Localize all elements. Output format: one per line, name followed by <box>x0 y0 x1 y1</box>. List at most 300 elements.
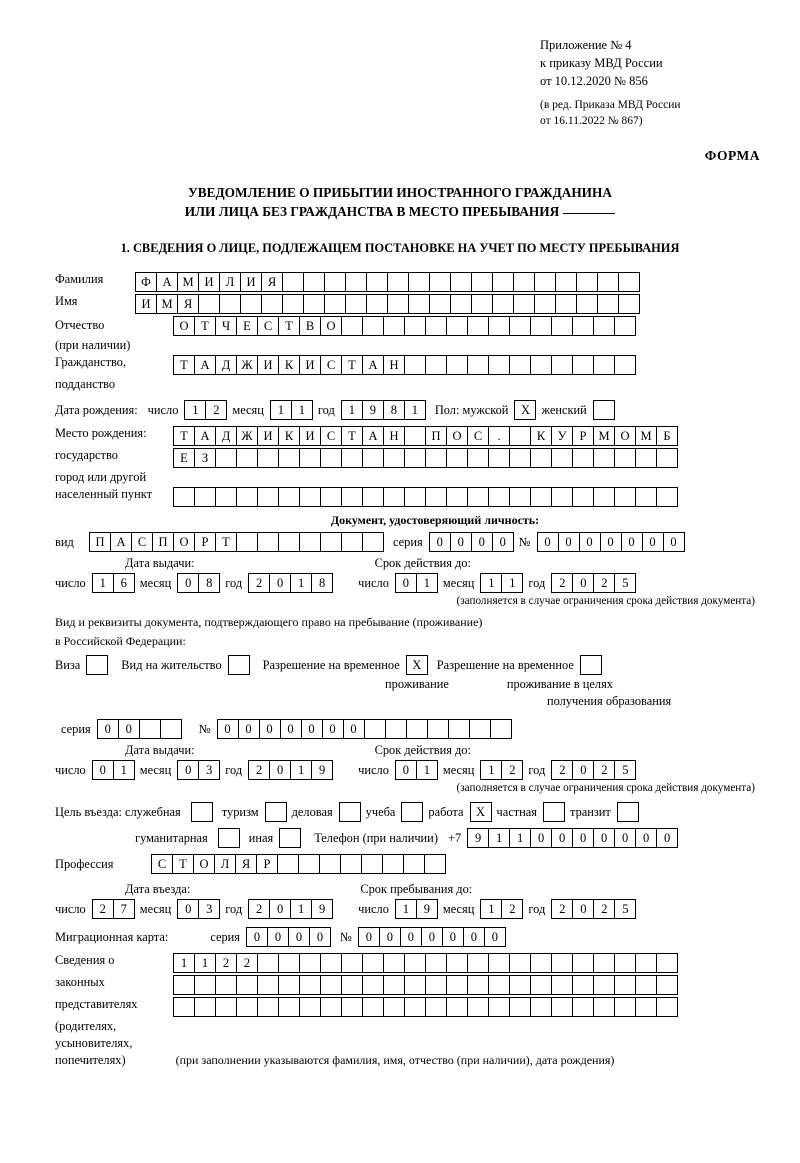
purpose-business-checkbox[interactable] <box>339 802 360 822</box>
form-cell[interactable] <box>490 719 512 739</box>
form-cell[interactable] <box>383 975 405 995</box>
form-cell[interactable] <box>215 448 237 468</box>
purpose-study-checkbox[interactable] <box>401 802 422 822</box>
form-cell[interactable]: 0 <box>259 719 281 739</box>
form-cell[interactable] <box>383 448 405 468</box>
form-cell[interactable]: 0 <box>551 828 573 848</box>
form-cell[interactable] <box>139 719 161 739</box>
form-cell[interactable]: И <box>240 272 262 292</box>
form-cell[interactable]: Т <box>172 854 194 874</box>
stay-series-input[interactable] <box>97 719 181 739</box>
form-cell[interactable] <box>593 400 615 420</box>
form-cell[interactable]: Р <box>572 426 594 446</box>
doc-valid-month-input[interactable] <box>480 573 522 593</box>
form-cell[interactable] <box>593 448 615 468</box>
form-cell[interactable]: Х <box>514 400 536 420</box>
form-cell[interactable] <box>362 997 384 1017</box>
form-cell[interactable] <box>282 294 304 314</box>
form-cell[interactable] <box>299 487 321 507</box>
purpose-service-checkbox[interactable] <box>191 802 212 822</box>
form-cell[interactable]: 1 <box>395 899 417 919</box>
form-cell[interactable] <box>580 655 602 675</box>
sex-male-checkbox[interactable] <box>514 400 535 420</box>
form-cell[interactable]: 5 <box>614 899 636 919</box>
form-cell[interactable] <box>551 953 573 973</box>
form-cell[interactable] <box>555 272 577 292</box>
form-cell[interactable] <box>448 719 470 739</box>
form-cell[interactable] <box>467 975 489 995</box>
form-cell[interactable]: Д <box>215 355 237 375</box>
form-cell[interactable]: 3 <box>198 899 220 919</box>
form-cell[interactable] <box>324 272 346 292</box>
form-cell[interactable] <box>429 272 451 292</box>
form-cell[interactable] <box>593 316 615 336</box>
form-cell[interactable] <box>551 355 573 375</box>
form-cell[interactable] <box>236 487 258 507</box>
form-cell[interactable]: Я <box>235 854 257 874</box>
form-cell[interactable] <box>492 272 514 292</box>
form-cell[interactable] <box>366 294 388 314</box>
form-cell[interactable]: 0 <box>421 927 443 947</box>
form-cell[interactable] <box>299 532 321 552</box>
form-cell[interactable] <box>509 953 531 973</box>
form-cell[interactable]: 0 <box>217 719 239 739</box>
form-cell[interactable] <box>467 355 489 375</box>
form-cell[interactable] <box>362 448 384 468</box>
entry-month-input[interactable] <box>177 899 219 919</box>
form-cell[interactable]: 1 <box>404 400 426 420</box>
form-cell[interactable]: 0 <box>400 927 422 947</box>
form-cell[interactable] <box>86 655 108 675</box>
form-cell[interactable]: 2 <box>248 573 270 593</box>
form-cell[interactable]: С <box>257 316 279 336</box>
form-cell[interactable] <box>366 272 388 292</box>
form-cell[interactable] <box>492 294 514 314</box>
form-cell[interactable]: 0 <box>238 719 260 739</box>
form-cell[interactable]: 2 <box>205 400 227 420</box>
form-cell[interactable]: Я <box>261 272 283 292</box>
form-cell[interactable] <box>408 272 430 292</box>
form-cell[interactable]: 5 <box>614 760 636 780</box>
form-cell[interactable] <box>617 802 639 822</box>
form-cell[interactable]: 0 <box>579 532 601 552</box>
form-cell[interactable]: О <box>173 316 195 336</box>
form-cell[interactable]: 0 <box>269 573 291 593</box>
form-cell[interactable] <box>341 953 363 973</box>
form-cell[interactable]: 0 <box>471 532 493 552</box>
form-cell[interactable]: О <box>173 532 195 552</box>
form-cell[interactable] <box>277 854 299 874</box>
form-cell[interactable]: Ж <box>236 426 258 446</box>
form-cell[interactable]: З <box>194 448 216 468</box>
form-cell[interactable] <box>446 316 468 336</box>
form-cell[interactable]: С <box>320 426 342 446</box>
form-cell[interactable] <box>425 487 447 507</box>
stay-valid-month-input[interactable] <box>480 760 522 780</box>
form-cell[interactable]: 0 <box>395 760 417 780</box>
form-cell[interactable] <box>320 975 342 995</box>
form-cell[interactable]: 1 <box>501 573 523 593</box>
stay-issue-day-input[interactable] <box>92 760 134 780</box>
form-cell[interactable]: А <box>156 272 178 292</box>
form-cell[interactable] <box>618 294 640 314</box>
form-cell[interactable] <box>467 953 489 973</box>
form-cell[interactable] <box>240 294 262 314</box>
form-cell[interactable] <box>513 294 535 314</box>
form-cell[interactable] <box>488 487 510 507</box>
form-cell[interactable] <box>299 975 321 995</box>
form-cell[interactable]: 0 <box>663 532 685 552</box>
form-cell[interactable]: . <box>488 426 510 446</box>
form-cell[interactable] <box>385 719 407 739</box>
form-cell[interactable]: Е <box>173 448 195 468</box>
form-cell[interactable] <box>173 975 195 995</box>
form-cell[interactable]: 1 <box>291 400 313 420</box>
form-cell[interactable] <box>509 448 531 468</box>
form-cell[interactable] <box>425 316 447 336</box>
form-cell[interactable] <box>467 997 489 1017</box>
entry-year-input[interactable] <box>248 899 332 919</box>
form-cell[interactable] <box>551 997 573 1017</box>
form-cell[interactable] <box>404 426 426 446</box>
residence-permit-checkbox[interactable] <box>228 655 249 675</box>
form-cell[interactable]: Т <box>278 316 300 336</box>
form-cell[interactable] <box>488 997 510 1017</box>
stayto-day-input[interactable] <box>395 899 437 919</box>
form-cell[interactable] <box>387 272 409 292</box>
form-cell[interactable]: 1 <box>92 573 114 593</box>
doc-valid-day-input[interactable] <box>395 573 437 593</box>
form-cell[interactable]: С <box>151 854 173 874</box>
form-cell[interactable]: Т <box>173 355 195 375</box>
form-cell[interactable] <box>530 953 552 973</box>
form-cell[interactable]: 0 <box>600 532 622 552</box>
stay-valid-year-input[interactable] <box>551 760 635 780</box>
form-cell[interactable]: 0 <box>530 828 552 848</box>
form-cell[interactable] <box>362 487 384 507</box>
edu-residence-checkbox[interactable] <box>580 655 601 675</box>
form-cell[interactable] <box>257 997 279 1017</box>
form-cell[interactable]: 1 <box>480 760 502 780</box>
form-cell[interactable]: Ж <box>236 355 258 375</box>
form-cell[interactable] <box>278 448 300 468</box>
surname-input[interactable] <box>135 272 639 292</box>
form-cell[interactable]: 0 <box>572 573 594 593</box>
mc-series-input[interactable] <box>246 927 330 947</box>
form-cell[interactable]: 0 <box>442 927 464 947</box>
form-cell[interactable] <box>471 272 493 292</box>
form-cell[interactable] <box>425 953 447 973</box>
form-cell[interactable] <box>324 294 346 314</box>
form-cell[interactable] <box>656 953 678 973</box>
form-cell[interactable] <box>635 997 657 1017</box>
form-cell[interactable] <box>424 854 446 874</box>
form-cell[interactable]: 0 <box>301 719 323 739</box>
form-cell[interactable]: 2 <box>248 899 270 919</box>
form-cell[interactable] <box>446 448 468 468</box>
form-cell[interactable] <box>572 316 594 336</box>
form-cell[interactable]: 0 <box>97 719 119 739</box>
form-cell[interactable] <box>278 997 300 1017</box>
form-cell[interactable]: 0 <box>118 719 140 739</box>
form-cell[interactable] <box>173 997 195 1017</box>
purpose-tourism-checkbox[interactable] <box>265 802 286 822</box>
form-cell[interactable]: 0 <box>288 927 310 947</box>
form-cell[interactable]: 2 <box>593 899 615 919</box>
form-cell[interactable] <box>614 953 636 973</box>
birth-month-input[interactable] <box>270 400 312 420</box>
form-cell[interactable]: 0 <box>246 927 268 947</box>
form-cell[interactable]: И <box>299 355 321 375</box>
form-cell[interactable]: П <box>89 532 111 552</box>
form-cell[interactable]: 0 <box>492 532 514 552</box>
form-cell[interactable] <box>551 487 573 507</box>
form-cell[interactable]: 0 <box>343 719 365 739</box>
form-cell[interactable] <box>383 316 405 336</box>
form-cell[interactable] <box>257 487 279 507</box>
form-cell[interactable] <box>215 975 237 995</box>
form-cell[interactable] <box>534 294 556 314</box>
doc-number-input[interactable] <box>537 532 684 552</box>
form-cell[interactable]: 1 <box>480 573 502 593</box>
form-cell[interactable]: Ф <box>135 272 157 292</box>
form-cell[interactable] <box>341 316 363 336</box>
form-cell[interactable]: С <box>320 355 342 375</box>
form-cell[interactable]: Т <box>341 355 363 375</box>
form-cell[interactable] <box>450 294 472 314</box>
form-cell[interactable]: О <box>614 426 636 446</box>
birthplace-row-1[interactable] <box>173 426 677 446</box>
form-cell[interactable] <box>446 975 468 995</box>
form-cell[interactable] <box>509 316 531 336</box>
form-cell[interactable]: 0 <box>614 828 636 848</box>
form-cell[interactable] <box>593 975 615 995</box>
form-cell[interactable]: Л <box>219 272 241 292</box>
form-cell[interactable] <box>530 316 552 336</box>
form-cell[interactable] <box>340 854 362 874</box>
form-cell[interactable]: 0 <box>280 719 302 739</box>
form-cell[interactable] <box>173 487 195 507</box>
form-cell[interactable]: 0 <box>450 532 472 552</box>
form-cell[interactable]: 9 <box>311 899 333 919</box>
form-cell[interactable] <box>387 294 409 314</box>
form-cell[interactable] <box>364 719 386 739</box>
form-cell[interactable]: 1 <box>290 573 312 593</box>
form-cell[interactable] <box>401 802 423 822</box>
form-cell[interactable] <box>488 448 510 468</box>
form-cell[interactable] <box>593 953 615 973</box>
form-cell[interactable]: П <box>425 426 447 446</box>
form-cell[interactable]: В <box>299 316 321 336</box>
form-cell[interactable] <box>160 719 182 739</box>
form-cell[interactable]: Т <box>173 426 195 446</box>
purpose-humanitarian-checkbox[interactable] <box>218 828 239 848</box>
form-cell[interactable] <box>228 655 250 675</box>
form-cell[interactable] <box>303 294 325 314</box>
stay-number-input[interactable] <box>217 719 511 739</box>
form-cell[interactable] <box>635 953 657 973</box>
form-cell[interactable] <box>446 487 468 507</box>
form-cell[interactable] <box>425 448 447 468</box>
form-cell[interactable]: Т <box>341 426 363 446</box>
form-cell[interactable]: 1 <box>184 400 206 420</box>
form-cell[interactable] <box>404 316 426 336</box>
stay-issue-month-input[interactable] <box>177 760 219 780</box>
form-cell[interactable] <box>509 997 531 1017</box>
form-cell[interactable]: 2 <box>501 899 523 919</box>
form-cell[interactable] <box>425 997 447 1017</box>
sex-female-checkbox[interactable] <box>593 400 614 420</box>
form-cell[interactable] <box>572 953 594 973</box>
form-cell[interactable]: П <box>152 532 174 552</box>
patronymic-input[interactable] <box>173 316 635 336</box>
purpose-work-checkbox[interactable] <box>470 802 491 822</box>
name-input[interactable] <box>135 294 639 314</box>
form-cell[interactable]: 1 <box>113 760 135 780</box>
doc-issue-month-input[interactable] <box>177 573 219 593</box>
mc-number-input[interactable] <box>358 927 505 947</box>
legal-rep-row-2[interactable] <box>173 975 677 995</box>
form-cell[interactable] <box>303 272 325 292</box>
form-cell[interactable] <box>257 448 279 468</box>
form-cell[interactable] <box>530 355 552 375</box>
form-cell[interactable]: А <box>362 355 384 375</box>
form-cell[interactable] <box>406 719 428 739</box>
form-cell[interactable] <box>572 448 594 468</box>
form-cell[interactable] <box>404 448 426 468</box>
form-cell[interactable] <box>469 719 491 739</box>
doc-type-input[interactable] <box>89 532 383 552</box>
form-cell[interactable]: 0 <box>635 828 657 848</box>
form-cell[interactable]: 1 <box>480 899 502 919</box>
form-cell[interactable] <box>450 272 472 292</box>
form-cell[interactable]: 1 <box>173 953 195 973</box>
form-cell[interactable]: Т <box>215 532 237 552</box>
form-cell[interactable] <box>278 487 300 507</box>
stayto-year-input[interactable] <box>551 899 635 919</box>
form-cell[interactable] <box>509 487 531 507</box>
form-cell[interactable]: 1 <box>194 953 216 973</box>
form-cell[interactable] <box>236 532 258 552</box>
birthplace-row-3[interactable] <box>173 487 677 507</box>
form-cell[interactable] <box>404 487 426 507</box>
birthplace-row-2[interactable] <box>173 448 677 468</box>
form-cell[interactable]: 0 <box>177 573 199 593</box>
form-cell[interactable]: 0 <box>322 719 344 739</box>
form-cell[interactable] <box>551 316 573 336</box>
form-cell[interactable] <box>635 448 657 468</box>
legal-rep-row-1[interactable] <box>173 953 677 973</box>
form-cell[interactable] <box>408 294 430 314</box>
form-cell[interactable]: М <box>156 294 178 314</box>
form-cell[interactable]: 8 <box>311 573 333 593</box>
form-cell[interactable] <box>656 997 678 1017</box>
form-cell[interactable] <box>257 975 279 995</box>
form-cell[interactable] <box>467 487 489 507</box>
form-cell[interactable]: 0 <box>572 899 594 919</box>
form-cell[interactable]: 0 <box>429 532 451 552</box>
form-cell[interactable] <box>191 802 213 822</box>
form-cell[interactable] <box>218 828 240 848</box>
form-cell[interactable] <box>194 487 216 507</box>
form-cell[interactable] <box>404 953 426 973</box>
form-cell[interactable] <box>446 953 468 973</box>
form-cell[interactable]: 0 <box>267 927 289 947</box>
citizenship-input[interactable] <box>173 355 635 375</box>
form-cell[interactable] <box>236 448 258 468</box>
form-cell[interactable] <box>427 719 449 739</box>
form-cell[interactable]: И <box>299 426 321 446</box>
form-cell[interactable] <box>299 997 321 1017</box>
form-cell[interactable]: 0 <box>379 927 401 947</box>
form-cell[interactable]: 2 <box>501 760 523 780</box>
form-cell[interactable]: 5 <box>614 573 636 593</box>
form-cell[interactable]: Н <box>383 426 405 446</box>
form-cell[interactable]: 0 <box>593 828 615 848</box>
form-cell[interactable]: 2 <box>551 899 573 919</box>
form-cell[interactable]: 0 <box>463 927 485 947</box>
form-cell[interactable] <box>194 997 216 1017</box>
form-cell[interactable] <box>261 294 283 314</box>
form-cell[interactable]: 2 <box>248 760 270 780</box>
form-cell[interactable] <box>362 975 384 995</box>
form-cell[interactable]: Д <box>215 426 237 446</box>
form-cell[interactable]: 2 <box>215 953 237 973</box>
form-cell[interactable]: 1 <box>509 828 531 848</box>
visa-checkbox[interactable] <box>86 655 107 675</box>
legal-rep-row-3[interactable] <box>173 997 677 1017</box>
form-cell[interactable]: 1 <box>341 400 363 420</box>
form-cell[interactable]: Ч <box>215 316 237 336</box>
form-cell[interactable] <box>341 487 363 507</box>
form-cell[interactable] <box>339 802 361 822</box>
form-cell[interactable] <box>614 997 636 1017</box>
form-cell[interactable] <box>509 355 531 375</box>
form-cell[interactable]: 2 <box>593 573 615 593</box>
form-cell[interactable]: 0 <box>309 927 331 947</box>
form-cell[interactable] <box>534 272 556 292</box>
form-cell[interactable]: К <box>278 426 300 446</box>
form-cell[interactable]: О <box>193 854 215 874</box>
form-cell[interactable] <box>530 997 552 1017</box>
form-cell[interactable]: 0 <box>572 760 594 780</box>
form-cell[interactable]: 0 <box>621 532 643 552</box>
temp-residence-checkbox[interactable] <box>406 655 427 675</box>
form-cell[interactable]: 0 <box>358 927 380 947</box>
form-cell[interactable] <box>341 997 363 1017</box>
form-cell[interactable]: 2 <box>551 760 573 780</box>
form-cell[interactable] <box>341 448 363 468</box>
form-cell[interactable]: Н <box>383 355 405 375</box>
form-cell[interactable] <box>555 294 577 314</box>
form-cell[interactable] <box>446 355 468 375</box>
form-cell[interactable]: А <box>194 355 216 375</box>
form-cell[interactable]: 2 <box>236 953 258 973</box>
form-cell[interactable] <box>361 854 383 874</box>
form-cell[interactable]: М <box>635 426 657 446</box>
form-cell[interactable] <box>278 975 300 995</box>
form-cell[interactable] <box>614 316 636 336</box>
form-cell[interactable]: 9 <box>416 899 438 919</box>
form-cell[interactable]: И <box>257 426 279 446</box>
form-cell[interactable]: Х <box>470 802 492 822</box>
form-cell[interactable]: 2 <box>593 760 615 780</box>
birth-year-input[interactable] <box>341 400 425 420</box>
form-cell[interactable] <box>341 975 363 995</box>
form-cell[interactable] <box>593 997 615 1017</box>
form-cell[interactable] <box>215 487 237 507</box>
purpose-transit-checkbox[interactable] <box>617 802 638 822</box>
